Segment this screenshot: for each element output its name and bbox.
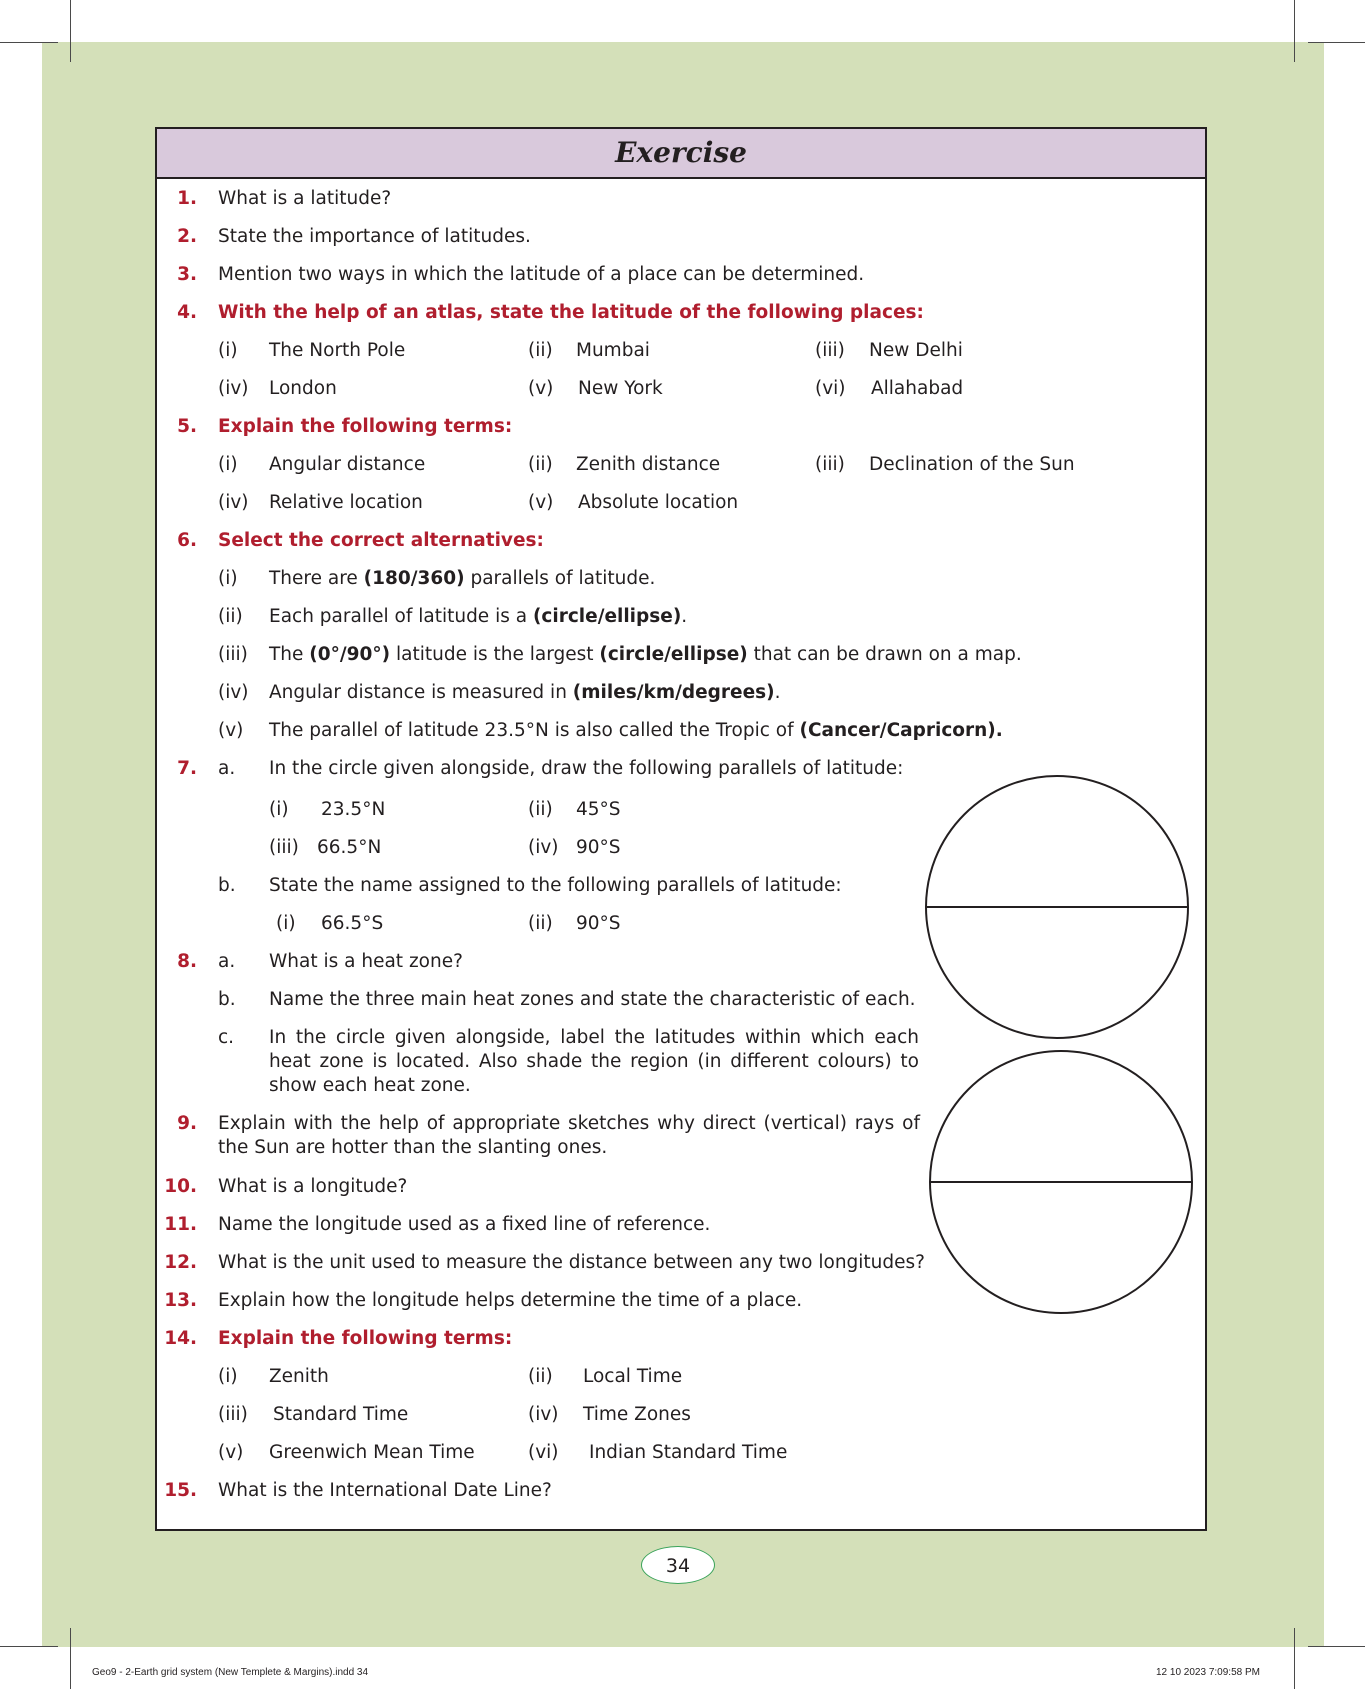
item-text: 90°S xyxy=(576,837,621,858)
item-label: (iv) xyxy=(218,492,249,513)
item-text: The (0°/90°) latitude is the largest (circle/ellipse) that can be drawn on a map. xyxy=(269,644,1022,665)
sub-label: b. xyxy=(218,875,236,896)
item-label: (v) xyxy=(218,720,244,741)
question-number: 11. xyxy=(164,1214,197,1235)
crop-mark xyxy=(70,1628,71,1689)
item-text: Local Time xyxy=(583,1366,683,1387)
item-text: London xyxy=(269,378,337,399)
item-text: Angular distance xyxy=(269,454,426,475)
item-text: Mumbai xyxy=(576,340,650,361)
crop-mark xyxy=(1308,42,1365,43)
item-text: 90°S xyxy=(576,913,621,934)
sub-text: In the circle given alongside, label the latitudes within which each heat zone is located. Also shade the region (in different colours) to show each heat zone. xyxy=(269,1027,919,1096)
sub-label: a. xyxy=(218,758,236,779)
item-text: 66.5°S xyxy=(321,913,384,934)
question-text: What is the International Date Line? xyxy=(218,1480,552,1501)
item-label: (i) xyxy=(218,340,238,361)
item-label: (v) xyxy=(528,492,554,513)
item-label: (iii) xyxy=(269,837,299,858)
question-number: 3. xyxy=(177,264,197,285)
item-label: (i) xyxy=(269,799,289,820)
question-number: 15. xyxy=(164,1480,197,1501)
item-label: (iii) xyxy=(218,644,248,665)
question-text: Explain the following terms: xyxy=(218,416,513,437)
question-number: 2. xyxy=(177,226,197,247)
question-text: What is a longitude? xyxy=(218,1176,408,1197)
item-text: New York xyxy=(578,378,663,399)
heat-zone-circle-diagram xyxy=(928,1049,1194,1315)
item-label: (i) xyxy=(276,913,296,934)
crop-mark xyxy=(1294,0,1295,62)
question-number: 13. xyxy=(164,1290,197,1311)
question-number: 4. xyxy=(177,302,197,323)
footer-file-name: Geo9 - 2-Earth grid system (New Templete & Margins).indd 34 xyxy=(92,1667,369,1678)
item-text: Relative location xyxy=(269,492,423,513)
question-number: 6. xyxy=(177,530,197,551)
item-label: (i) xyxy=(218,568,238,589)
crop-mark xyxy=(0,1646,58,1647)
item-text: Zenith xyxy=(269,1366,329,1387)
item-label: (i) xyxy=(218,1366,238,1387)
exercise-title: Exercise xyxy=(615,136,747,169)
item-label: (iv) xyxy=(218,378,249,399)
item-text: Declination of the Sun xyxy=(869,454,1075,475)
item-label: (v) xyxy=(218,1442,244,1463)
item-text: 45°S xyxy=(576,799,621,820)
sub-text: Name the three main heat zones and state the characteristic of each. xyxy=(269,989,916,1010)
item-text: 66.5°N xyxy=(317,837,382,858)
item-text: The North Pole xyxy=(269,340,406,361)
item-text: Zenith distance xyxy=(576,454,721,475)
sub-text: What is a heat zone? xyxy=(269,951,463,972)
item-text: 23.5°N xyxy=(321,799,386,820)
item-label: (ii) xyxy=(528,913,553,934)
question-number: 8. xyxy=(177,951,197,972)
item-label: (ii) xyxy=(528,1366,553,1387)
sub-text: In the circle given alongside, draw the following parallels of latitude: xyxy=(269,758,904,779)
item-label: (iv) xyxy=(528,837,559,858)
item-text: Greenwich Mean Time xyxy=(269,1442,475,1463)
footer-date: 12 10 2023 7:09:58 PM xyxy=(1156,1667,1260,1678)
question-number: 14. xyxy=(164,1328,197,1349)
item-label: (iv) xyxy=(528,1404,559,1425)
item-label: (v) xyxy=(528,378,554,399)
sub-text: State the name assigned to the following parallels of latitude: xyxy=(269,875,842,896)
question-number: 1. xyxy=(177,188,197,209)
crop-mark xyxy=(0,42,58,43)
item-text: Time Zones xyxy=(583,1404,691,1425)
item-label: (ii) xyxy=(218,606,243,627)
crop-mark xyxy=(1308,1646,1365,1647)
item-text: New Delhi xyxy=(869,340,963,361)
sub-label: c. xyxy=(218,1027,235,1048)
question-number: 5. xyxy=(177,416,197,437)
question-text: Select the correct alternatives: xyxy=(218,530,544,551)
exercise-header xyxy=(157,129,1205,179)
question-text: Explain how the longitude helps determine the time of a place. xyxy=(218,1290,803,1311)
item-label: (ii) xyxy=(528,340,553,361)
crop-mark xyxy=(70,0,71,62)
question-number: 12. xyxy=(164,1252,197,1273)
item-label: (vi) xyxy=(528,1442,559,1463)
question-text: State the importance of latitudes. xyxy=(218,226,531,247)
question-number: 9. xyxy=(177,1113,197,1134)
item-label: (i) xyxy=(218,454,238,475)
item-label: (ii) xyxy=(528,799,553,820)
question-text: Name the longitude used as a fixed line of reference. xyxy=(218,1214,711,1235)
item-label: (vi) xyxy=(815,378,846,399)
question-number: 10. xyxy=(164,1176,197,1197)
sub-label: b. xyxy=(218,989,236,1010)
item-label: (iv) xyxy=(218,682,249,703)
sub-label: a. xyxy=(218,951,236,972)
item-label: (iii) xyxy=(815,454,845,475)
page-number: 34 xyxy=(641,1546,715,1584)
question-text: Explain with the help of appropriate sketches why direct (vertical) rays of the Sun are hotter than the slanting ones. xyxy=(218,1113,920,1158)
item-label: (iii) xyxy=(815,340,845,361)
crop-mark xyxy=(1294,1628,1295,1689)
item-text: Allahabad xyxy=(871,378,964,399)
question-number: 7. xyxy=(177,758,197,779)
question-text: With the help of an atlas, state the latitude of the following places: xyxy=(218,302,924,323)
item-text: The parallel of latitude 23.5°N is also called the Tropic of (Cancer/Capricorn). xyxy=(269,720,1003,741)
item-label: (ii) xyxy=(528,454,553,475)
question-text: What is the unit used to measure the distance between any two longitudes? xyxy=(218,1252,925,1273)
item-text: There are (180/360) parallels of latitude. xyxy=(269,568,656,589)
item-text: Standard Time xyxy=(273,1404,409,1425)
item-text: Angular distance is measured in (miles/km/degrees). xyxy=(269,682,781,703)
item-label: (iii) xyxy=(218,1404,248,1425)
item-text: Indian Standard Time xyxy=(589,1442,788,1463)
item-text: Absolute location xyxy=(578,492,739,513)
question-text: Mention two ways in which the latitude of a place can be determined. xyxy=(218,264,865,285)
latitude-circle-diagram xyxy=(924,774,1190,1040)
item-text: Each parallel of latitude is a (circle/ellipse). xyxy=(269,606,688,627)
question-text: Explain the following terms: xyxy=(218,1328,513,1349)
question-text: What is a latitude? xyxy=(218,188,392,209)
